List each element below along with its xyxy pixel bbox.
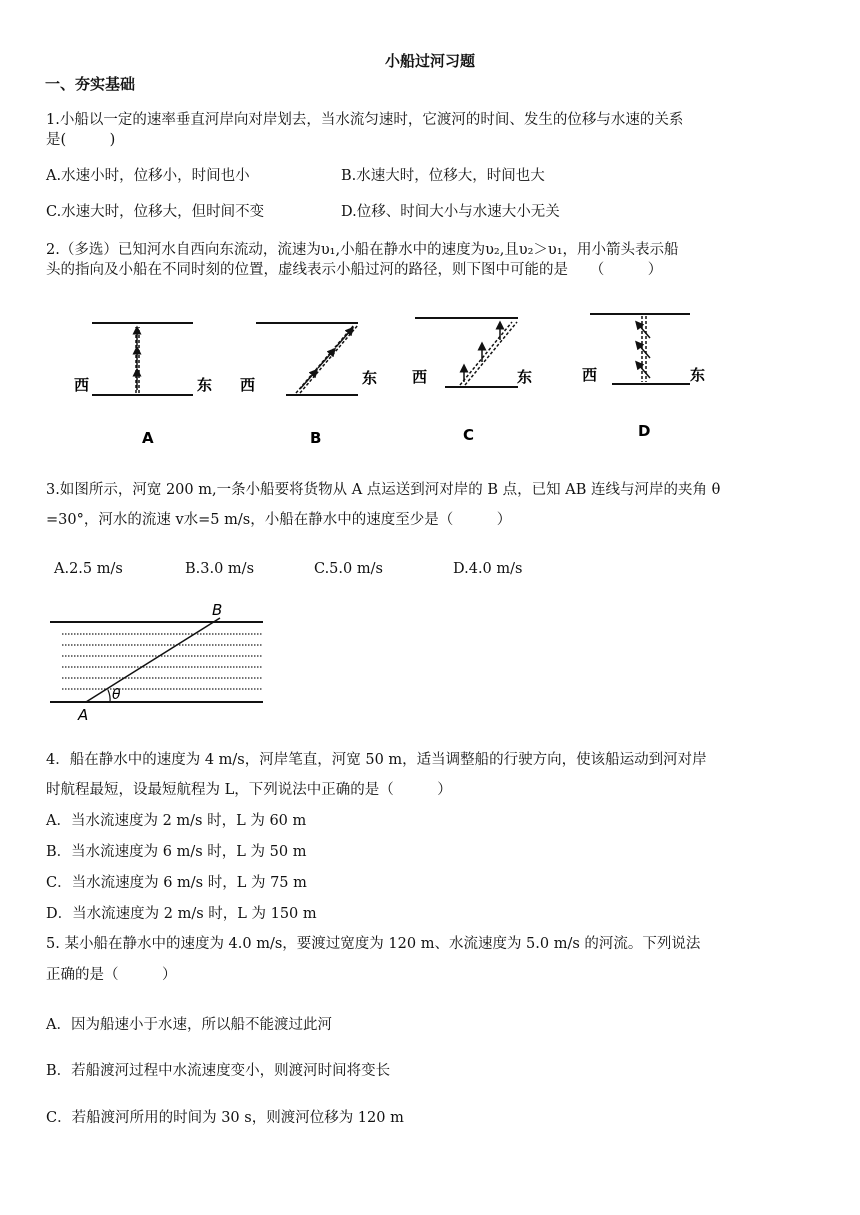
q2-figure-c — [412, 318, 532, 444]
q2a-label: A — [142, 429, 154, 447]
q3-option-a: A.2.5 m/s — [54, 561, 123, 577]
q3-river-figure — [48, 598, 268, 723]
q3-stem-line1: 3.如图所示，河宽 200 m,一条小船要将货物从 A 点运送到河对岸的 B 点，已知 AB 连线与河岸的夹角 θ — [46, 482, 721, 498]
q4-option-d: D．当水流速度为 2 m/s 时，L 为 150 m — [46, 906, 317, 922]
q3-option-d: D.4.0 m/s — [453, 561, 523, 577]
q1-option-a: A.水速小时，位移小，时间也小 — [46, 168, 250, 184]
q2d-label: D — [638, 422, 651, 440]
section-heading: 一、夯实基础 — [45, 75, 136, 93]
q2c-east: 东 — [517, 368, 533, 386]
q5-stem-line2: 正确的是（ ） — [46, 967, 177, 983]
q4-stem-line1: 4．船在静水中的速度为 4 m/s，河岸笔直，河宽 50 m，适当调整船的行驶方向，使该船运动到河对岸 — [46, 752, 707, 768]
q2c-west: 西 — [412, 368, 428, 386]
q3-point-a: A — [78, 706, 89, 723]
q3-stem-line2: =30°，河水的流速 v水=5 m/s，小船在静水中的速度至少是（ ） — [46, 512, 512, 528]
q2-figures — [60, 300, 740, 450]
q1-stem-line2: 是( ) — [46, 132, 116, 148]
q2d-west: 西 — [582, 366, 598, 384]
q1-option-c: C.水速大时，位移大，但时间不变 — [46, 204, 265, 220]
q5-stem-line1: 5. 某小船在静水中的速度为 4.0 m/s，要渡过宽度为 120 m、水流速度为 5.0 m/s 的河流。下列说法 — [46, 936, 701, 952]
q2b-east: 东 — [362, 369, 378, 387]
q3-point-b: B — [212, 601, 223, 619]
q2d-east: 东 — [690, 366, 706, 384]
q2a-west: 西 — [74, 376, 90, 394]
q4-stem-line2: 时航程最短，设最短航程为 L，下列说法中正确的是（ ） — [46, 782, 452, 798]
q1-option-b: B.水速大时，位移大，时间也大 — [341, 168, 545, 184]
q2b-label: B — [310, 429, 322, 447]
q2-figure-a — [74, 323, 212, 447]
q3-option-b: B.3.0 m/s — [185, 561, 255, 577]
q2c-label: C — [463, 426, 475, 444]
q5-option-b: B．若船渡河过程中水流速度变小，则渡河时间将变长 — [46, 1063, 391, 1079]
q5-option-c: C．若船渡河所用的时间为 30 s，则渡河位移为 120 m — [46, 1110, 404, 1126]
q2-stem-line1: 2.（多选）已知河水自西向东流动，流速为υ₁,小船在静水中的速度为υ₂,且υ₂＞υ₁，用小箭头表示船 — [46, 242, 679, 258]
q4-option-c: C．当水流速度为 6 m/s 时，L 为 75 m — [46, 875, 307, 891]
q4-option-b: B．当水流速度为 6 m/s 时，L 为 50 m — [46, 844, 307, 860]
q3-angle: θ — [112, 687, 121, 703]
q3-option-c: C.5.0 m/s — [314, 561, 383, 577]
q5-option-a: A．因为船速小于水速，所以船不能渡过此河 — [46, 1017, 332, 1033]
q2b-west: 西 — [240, 376, 256, 394]
q1-stem-line1: 1.小船以一定的速率垂直河岸向对岸划去，当水流匀速时，它渡河的时间、发生的位移与水速的关系 — [46, 112, 684, 128]
q2a-east: 东 — [197, 376, 213, 394]
page-title: 小船过河习题 — [384, 52, 475, 70]
q4-option-a: A．当水流速度为 2 m/s 时，L 为 60 m — [46, 813, 307, 829]
q2-figure-d — [582, 314, 705, 440]
q1-option-d: D.位移、时间大小与水速大小无关 — [341, 204, 560, 220]
q2-figure-b — [240, 323, 377, 447]
q2-stem-line2: 头的指向及小船在不同时刻的位置，虚线表示小船过河的路径，则下图中可能的是 （ ） — [46, 262, 663, 278]
